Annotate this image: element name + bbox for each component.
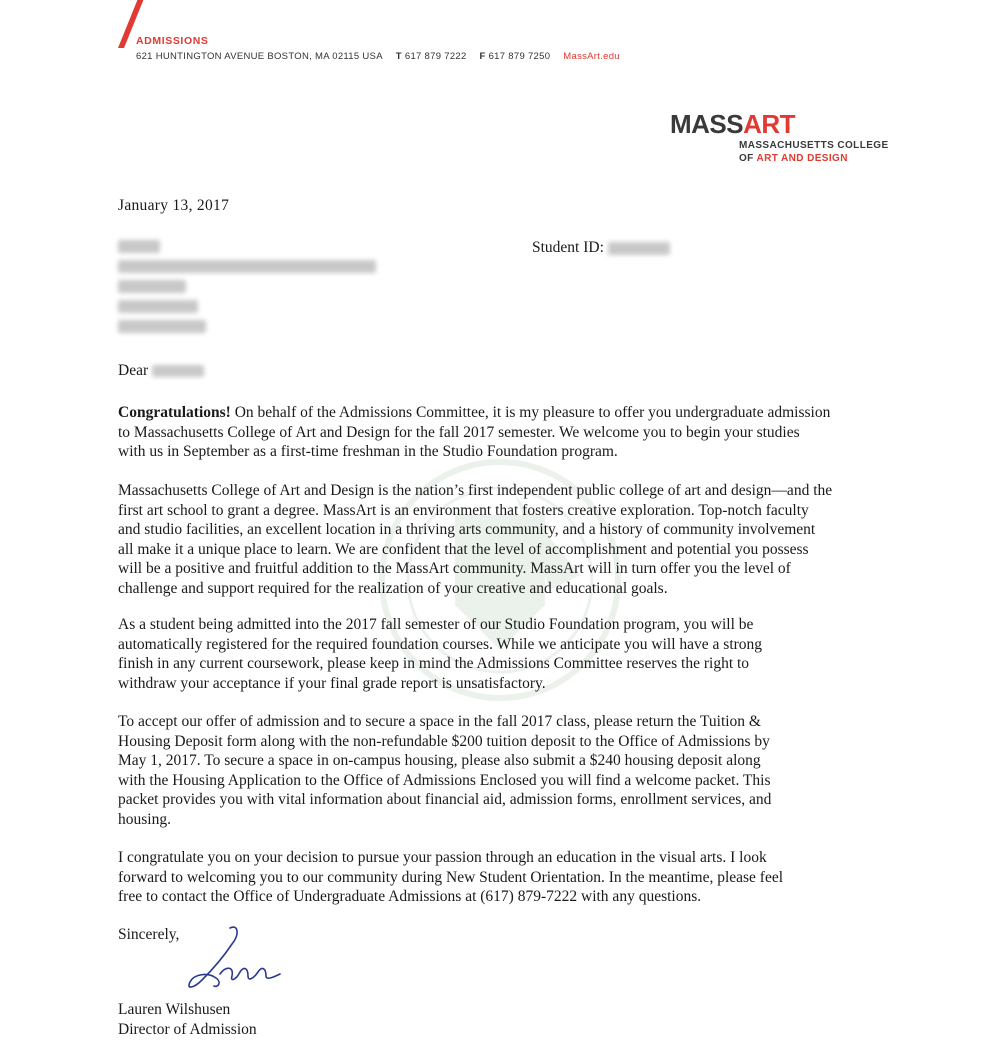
paragraph-line: As a student being admitted into the 2017 fall semester of our Studio Foundation program, you will be [118, 616, 754, 633]
paragraph-line: with the Housing Application to the Office of Admissions Enclosed you will find a welcome packet. This [118, 771, 771, 789]
letterhead-fax-label: F [479, 51, 486, 62]
letterhead-website: MassArt.edu [563, 51, 620, 62]
logo-word-art: ART [743, 109, 796, 139]
paragraph-closing-remarks [118, 848, 938, 907]
letterhead-phone: 617 879 7222 [404, 51, 467, 62]
paragraph-line: will be a positive and fruitful addition to the MassArt community. MassArt will in turn offer you the level of [118, 560, 791, 578]
paragraph-line: to Massachusetts College of Art and Design for the fall 2017 semester. We welcome you to begin your studies [118, 423, 800, 441]
logo-word-mass: MASS [670, 109, 744, 139]
paragraph-line: and studio facilities, an excellent location in a thriving arts community, and a history of community involvement [118, 521, 816, 539]
recipient-address-redacted [118, 240, 388, 340]
letterhead-department: ADMISSIONS [136, 35, 209, 47]
paragraph-line: May 1, 2017. To secure a space in on-campus housing, please also submit a $240 housing deposit along [118, 752, 761, 770]
paragraph-line: automatically registered for the required foundation courses. While we anticipate you will have a strong [118, 635, 763, 653]
logo-tagline-2 [739, 153, 848, 164]
paragraph-about-college [118, 481, 938, 599]
paragraph-line: housing. [118, 810, 171, 828]
paragraph-line: Housing Deposit form along with the non-refundable $200 tuition deposit to the Office of Admissions by [118, 732, 770, 750]
paragraph-line: first art school to grant a degree. MassArt is an environment that fosters creative exploration. Top-notch faculty [118, 501, 809, 519]
letter-date: January 13, 2017 [118, 197, 230, 214]
paragraph-line: To accept our offer of admission and to secure a space in the fall 2017 class, please return the Tuition & [118, 713, 761, 730]
paragraph-line: forward to welcoming you to our community during New Student Orientation. In the meantime, please feel [118, 868, 784, 886]
paragraph-congratulations [118, 403, 938, 462]
congratulations-lead: Congratulations! [118, 404, 231, 421]
recipient-name-redacted [152, 365, 204, 377]
paragraph-foundation-program [118, 615, 938, 693]
paragraph-line-text: On behalf of the Admissions Committee, it is my pleasure to offer you undergraduate admission [230, 404, 831, 421]
redaction [118, 260, 376, 273]
paragraph-line: Massachusetts College of Art and Design is the nation’s first independent public college of art and design—and the [118, 482, 833, 499]
paragraph-line: packet provides you with vital information about financial aid, admission forms, enrollment services, and [118, 791, 772, 809]
student-id [532, 238, 670, 258]
logo-tagline-2-prefix: OF [739, 153, 757, 164]
redaction [118, 240, 160, 253]
salutation-text: Dear [118, 362, 149, 379]
closing: Sincerely, [118, 926, 180, 943]
logo-tagline-2-highlight: ART AND DESIGN [756, 153, 848, 164]
massart-logo [670, 110, 910, 170]
salutation [118, 361, 204, 381]
paragraph-line [118, 403, 938, 423]
signer-title: Director of Admission [118, 1021, 257, 1038]
paragraph-line: I congratulate you on your decision to pursue your passion through an education in the visual arts. I look [118, 849, 767, 866]
letterhead-address: 621 HUNTINGTON AVENUE BOSTON, MA 02115 USA [136, 51, 383, 62]
paragraph-line: finish in any current coursework, please keep in mind the Admissions Committee reserves the right to [118, 655, 750, 673]
paragraph-line: all make it a unique place to learn. We are confident that the level of accomplishment and potential you possess [118, 540, 809, 558]
paragraph-line: withdraw your acceptance if your final grade report is unsatisfactory. [118, 674, 546, 692]
redaction [118, 280, 186, 293]
paragraph-line: challenge and support required for the realization of your creative and educational goals. [118, 579, 668, 597]
letterhead-address-line [136, 51, 620, 62]
paragraph-line: free to contact the Office of Undergraduate Admissions at (617) 879-7222 with any questions. [118, 888, 702, 906]
logo-tagline-1: MASSACHUSETTS COLLEGE [739, 140, 889, 151]
letterhead-fax: 617 879 7250 [488, 51, 551, 62]
redaction [118, 300, 198, 313]
logo-wordmark [670, 110, 795, 138]
paragraph-line: with us in September as a first-time freshman in the Studio Foundation program. [118, 443, 618, 461]
handwritten-signature-icon [168, 922, 298, 1002]
redaction [118, 320, 206, 333]
paragraph-deposit-instructions [118, 712, 938, 830]
student-id-label: Student ID: [532, 239, 604, 256]
student-id-redacted [608, 242, 670, 255]
letterhead-phone-label: T [395, 51, 402, 62]
signer-name: Lauren Wilshusen [118, 1001, 231, 1018]
